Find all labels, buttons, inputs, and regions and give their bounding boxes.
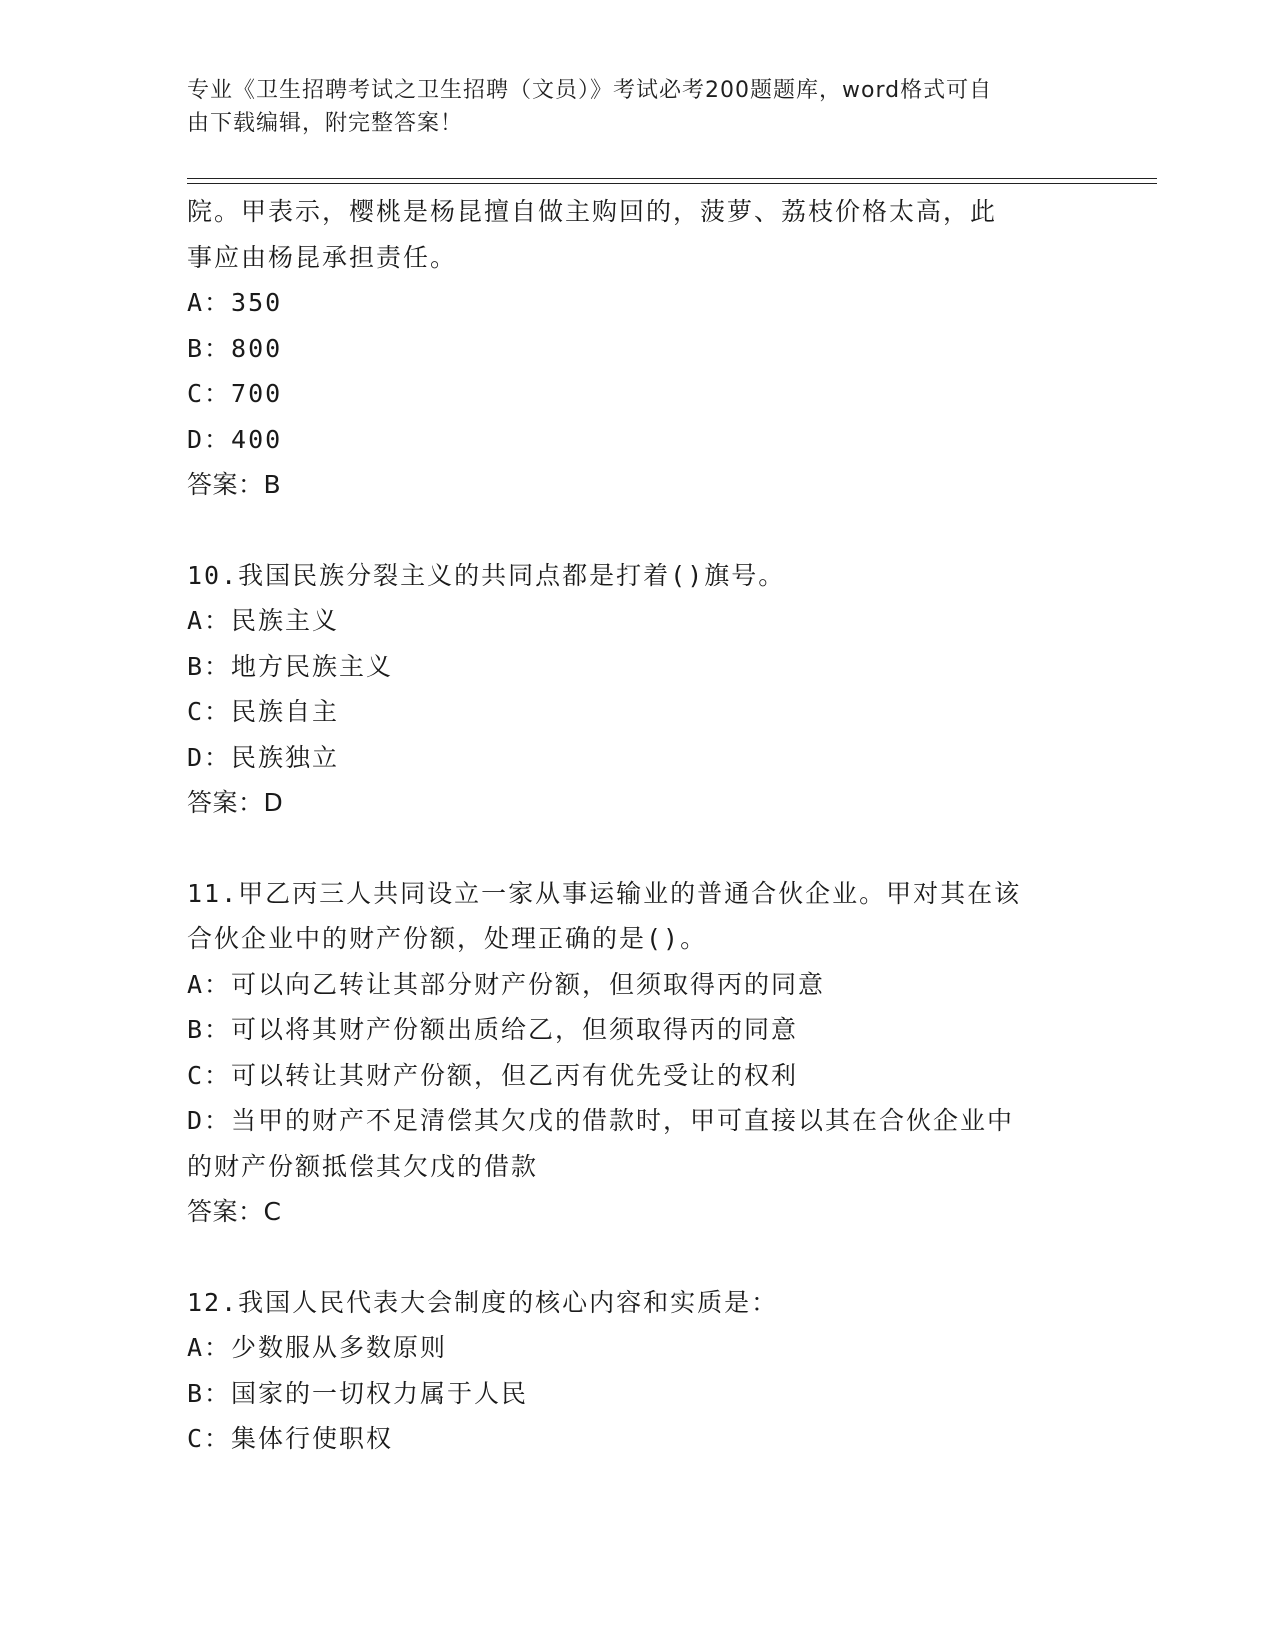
question-text: 合伙企业中的财产份额，处理正确的是()。 [187,924,708,953]
option-c: C：集体行使职权 [187,1424,394,1453]
option-a: A：少数服从多数原则 [187,1333,448,1362]
option-d: D：400 [187,424,283,454]
question-12 [187,1280,1087,1462]
spacer [187,508,1087,553]
option-a: A：可以向乙转让其部分财产份额，但须取得丙的同意 [187,969,826,999]
option-a: A：350 [187,288,283,317]
question-text: 12.我国人民代表大会制度的核心内容和实质是： [187,1287,779,1317]
answer: 答案：C [187,1197,282,1226]
question-text: 事应由杨昆承担责任。 [187,242,458,272]
question-11 [187,871,1087,1235]
document-header [187,74,1067,140]
option-b: B：国家的一切权力属于人民 [187,1378,529,1408]
spacer [187,1235,1087,1280]
question-text: 院。甲表示，樱桃是杨昆擅自做主购回的，菠萝、荔枝价格太高，此 [187,197,998,226]
header-line-2: 由下载编辑，附完整答案！ [187,111,464,136]
option-b: B：地方民族主义 [187,651,394,681]
option-c: C：可以转让其财产份额，但乙丙有优先受让的权利 [187,1060,799,1090]
question-text: 11.甲乙丙三人共同设立一家从事运输业的普通合伙企业。甲对其在该 [187,878,1022,908]
option-c: C：700 [187,379,283,408]
question-text: 10.我国民族分裂主义的共同点都是打着()旗号。 [187,560,786,590]
option-c: C：民族自主 [187,697,340,726]
header-line-1: 专业《卫生招聘考试之卫生招聘（文员）》考试必考200题题库，word格式可自 [187,78,993,103]
answer: 答案：D [187,788,284,817]
spacer [187,826,1087,871]
option-b: B：可以将其财产份额出质给乙，但须取得丙的同意 [187,1015,799,1044]
question-9-continued [187,189,1087,508]
question-10 [187,553,1087,826]
option-d: D：民族独立 [187,742,340,772]
answer: 答案：B [187,470,282,499]
option-d-continued: 的财产份额抵偿其欠戊的借款 [187,1151,539,1181]
question-list [187,189,1087,1462]
option-a: A：民族主义 [187,606,340,635]
option-d: D：当甲的财产不足清偿其欠戊的借款时，甲可直接以其在合伙企业中 [187,1106,1015,1135]
header-rule-top [187,178,1157,179]
option-b: B：800 [187,333,283,363]
header-rule-bottom [187,183,1157,184]
